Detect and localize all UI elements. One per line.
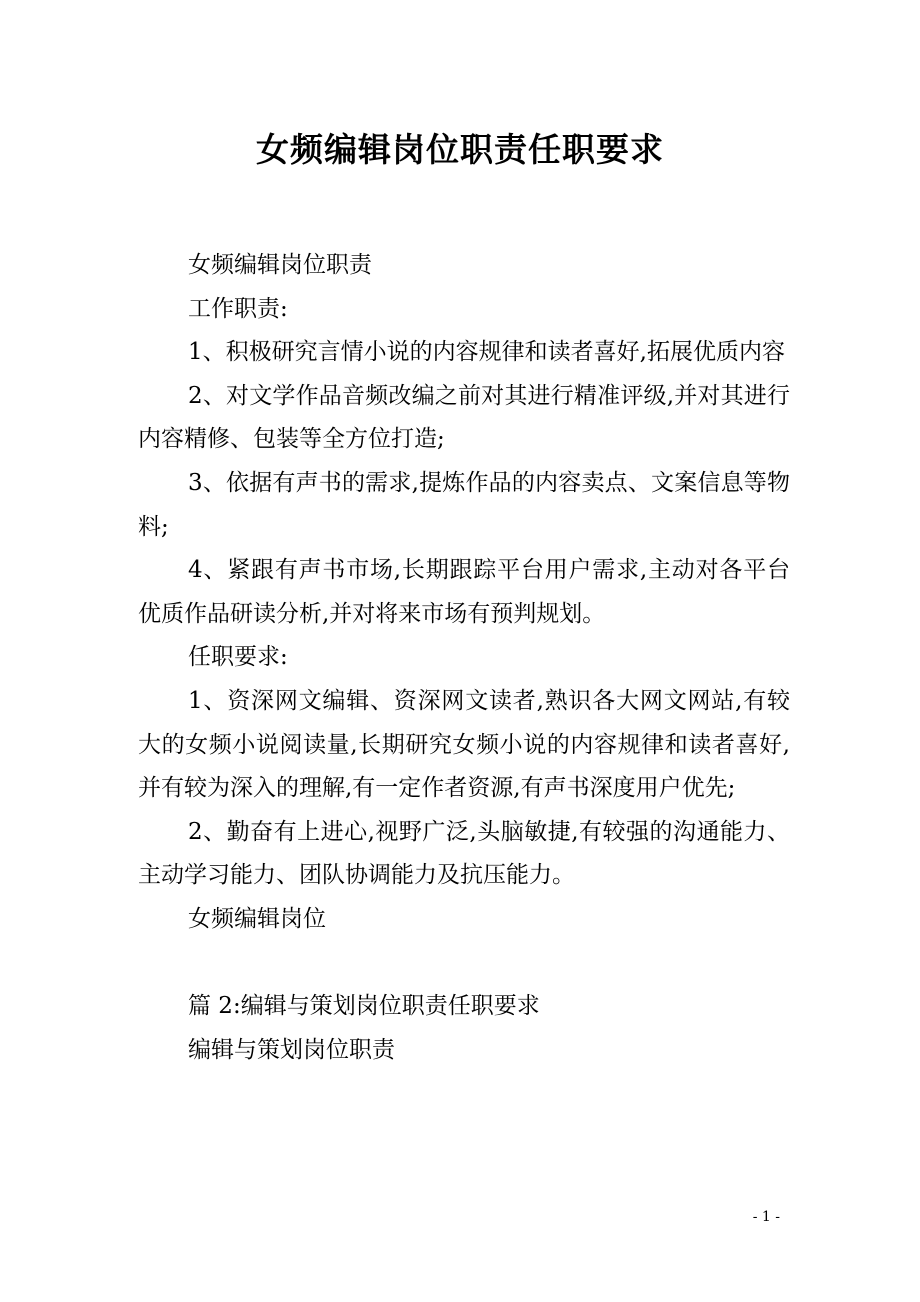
document-title: 女频编辑岗位职责任职要求 — [256, 130, 664, 169]
duty-item-1: 1、积极研究言情小说的内容规律和读者喜好,拓展优质内容 — [188, 339, 785, 366]
requirement-item-2: 2、勤奋有上进心,视野广泛,头脑敏捷,有较强的沟通能力、主动学习能力、团队协调能力及抗压能力。 — [138, 818, 790, 889]
requirements-label: 任职要求: — [188, 644, 288, 671]
section-footer-text: 女频编辑岗位 — [188, 905, 326, 932]
duty-item-2: 2、对文学作品音频改编之前对其进行精准评级,并对其进行内容精修、包装等全方位打造; — [138, 382, 790, 453]
section-heading-part-2: 篇 2:编辑与策划岗位职责任职要求 — [188, 993, 540, 1020]
document-body — [138, 244, 790, 1072]
requirement-item-1: 1、资深网文编辑、资深网文读者,熟识各大网文网站,有较大的女频小说阅读量,长期研究女频小说的内容规律和读者喜好,并有较为深入的理解,有一定作者资源,有声书深度用户优先; — [138, 687, 790, 802]
work-duties-label: 工作职责: — [188, 295, 288, 322]
page-footer — [0, 1207, 920, 1227]
page-number: - 1 - — [752, 1209, 780, 1225]
duty-item-3: 3、依据有声书的需求,提炼作品的内容卖点、文案信息等物料; — [138, 469, 790, 540]
duty-item-4: 4、紧跟有声书市场,长期跟踪平台用户需求,主动对各平台优质作品研读分析,并对将来市场有预判规划。 — [138, 557, 790, 627]
subheading-editor-planner: 编辑与策划岗位职责 — [188, 1036, 395, 1063]
section-heading-duties: 女频编辑岗位职责 — [188, 252, 372, 278]
